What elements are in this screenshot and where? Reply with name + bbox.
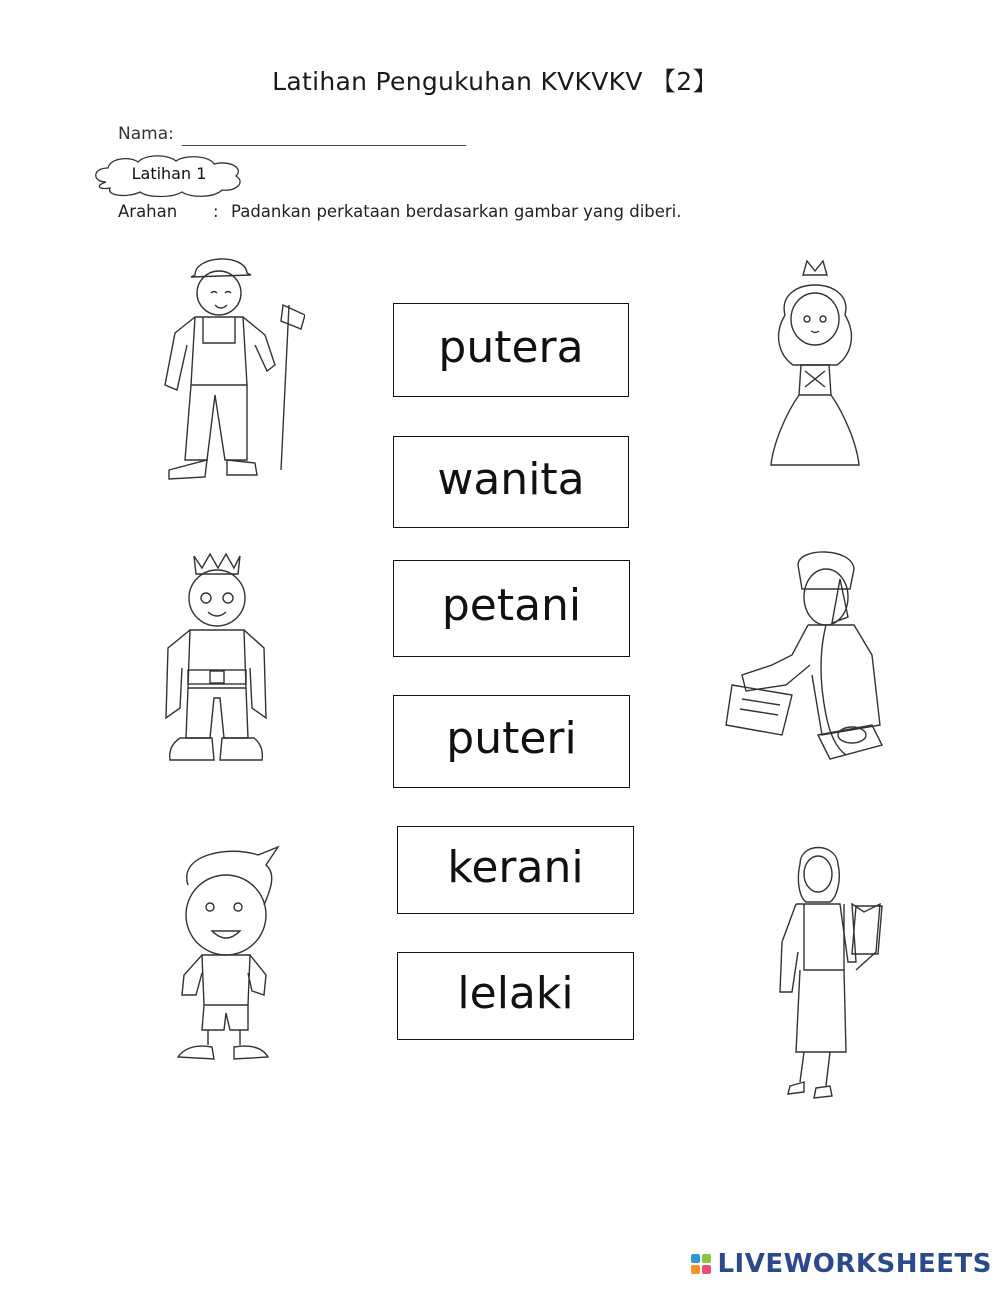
- instruction-separator: :: [213, 202, 219, 221]
- name-label: Nama:: [118, 124, 174, 144]
- word-box-6[interactable]: lelaki: [397, 952, 634, 1040]
- word-box-3[interactable]: petani: [393, 560, 630, 657]
- boy-picture[interactable]: [168, 845, 283, 1070]
- exercise-label: Latihan 1: [131, 164, 207, 183]
- farmer-picture[interactable]: [155, 245, 305, 490]
- woman-picture[interactable]: [760, 842, 885, 1102]
- liveworksheets-logo: [691, 1249, 992, 1279]
- logo-mark-icon: [691, 1254, 711, 1274]
- word-box-4[interactable]: puteri: [393, 695, 630, 788]
- word-box-5[interactable]: kerani: [397, 826, 634, 914]
- brand-text: LIVEWORKSHEETS: [717, 1249, 992, 1279]
- worksheet-title: Latihan Pengukuhan KVKVKV 【2】: [272, 67, 718, 96]
- word-box-2[interactable]: wanita: [393, 436, 629, 528]
- word-box-1[interactable]: putera: [393, 303, 629, 397]
- instruction-text: Padankan perkataan berdasarkan gambar yang diberi.: [231, 202, 682, 221]
- clerk-picture[interactable]: [722, 545, 892, 785]
- name-line: [182, 145, 466, 146]
- prince-picture[interactable]: [160, 548, 270, 773]
- princess-picture[interactable]: [765, 255, 865, 470]
- instruction-label: Arahan: [118, 202, 178, 221]
